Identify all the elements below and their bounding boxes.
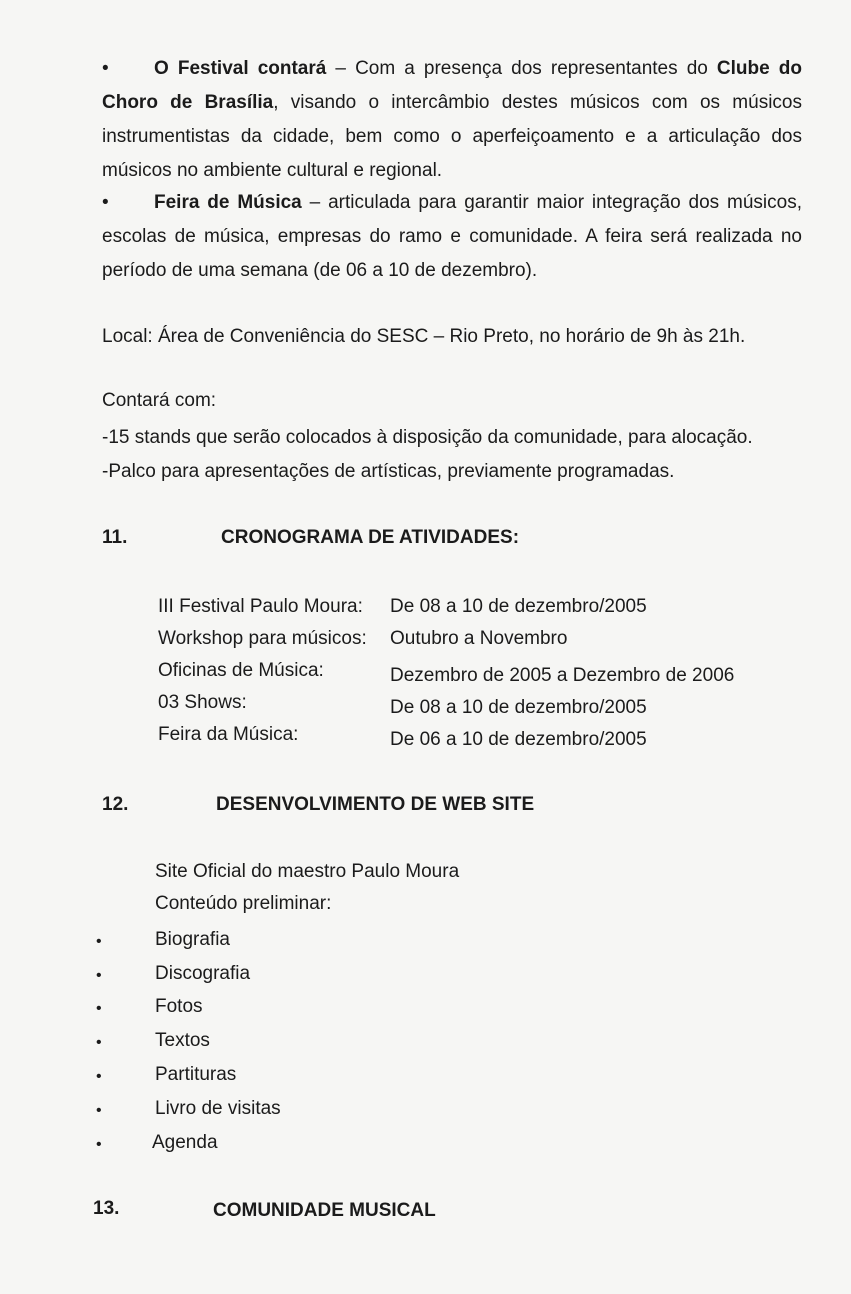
list-bullet: • <box>96 1068 102 1085</box>
schedule-value: De 06 a 10 de dezembro/2005 <box>390 729 647 750</box>
list-bullet: • <box>96 1034 102 1051</box>
schedule-label: Workshop para músicos: <box>158 628 367 649</box>
schedule-value: Dezembro de 2005 a Dezembro de 2006 <box>390 665 735 686</box>
section-11-number: 11. <box>102 527 128 548</box>
schedule-label: 03 Shows: <box>158 692 247 713</box>
section-12-number: 12. <box>102 794 129 815</box>
feira-bullet: • <box>102 192 109 213</box>
schedule-label: III Festival Paulo Moura: <box>158 596 363 617</box>
schedule-label: Oficinas de Música: <box>158 660 324 681</box>
section-13-number: 13. <box>93 1198 120 1219</box>
list-item: Biografia <box>155 929 230 950</box>
content-line: Conteúdo preliminar: <box>155 893 332 914</box>
contara-intro: Contará com: <box>102 390 217 411</box>
schedule-value: De 08 a 10 de dezembro/2005 <box>390 596 647 617</box>
section-13-title: COMUNIDADE MUSICAL <box>213 1200 436 1221</box>
list-bullet: • <box>96 1102 102 1119</box>
schedule-label: Feira da Música: <box>158 724 299 745</box>
list-item: Agenda <box>152 1132 218 1153</box>
schedule-value: Outubro a Novembro <box>390 628 568 649</box>
festival-club: Clube do Choro de Brasília <box>102 58 802 113</box>
feira-title: Feira de Música <box>154 192 302 213</box>
section-11-title: CRONOGRAMA DE ATIVIDADES: <box>221 527 520 548</box>
local-line: Local: Área de Conveniência do SESC – Rio Preto, no horário de 9h às 21h. <box>102 326 746 347</box>
schedule-value: De 08 a 10 de dezembro/2005 <box>390 697 647 718</box>
list-bullet: • <box>96 1136 102 1153</box>
list-bullet: • <box>96 967 102 984</box>
festival-title: O Festival contará <box>154 58 327 79</box>
list-bullet: • <box>96 933 102 950</box>
section-12-title: DESENVOLVIMENTO DE WEB SITE <box>216 794 535 815</box>
contara-item-2: -Palco para apresentações de artísticas, previamente programadas. <box>102 461 675 482</box>
festival-dash: – Com a presença dos representantes do <box>326 58 717 79</box>
list-item: Fotos <box>155 996 203 1017</box>
list-item: Discografia <box>155 963 251 984</box>
feira-paragraph <box>102 186 802 288</box>
feira-rest: – articulada para garantir maior integração dos músicos, escolas de música, empresas do ramo e comunidade. A feira será realizada no período de uma semana (de 06 a 10 de dezembro). <box>102 192 802 281</box>
list-item: Partituras <box>155 1064 237 1085</box>
festival-rest: , visando o intercâmbio destes músicos com os músicos instrumentistas da cidade, bem como o aperfeiçoamento e a articulação dos músicos no ambiente cultural e regional. <box>102 92 802 181</box>
site-line: Site Oficial do maestro Paulo Moura <box>155 861 460 882</box>
list-bullet: • <box>96 1000 102 1017</box>
list-item: Livro de visitas <box>155 1098 281 1119</box>
contara-item-1: -15 stands que serão colocados à disposição da comunidade, para alocação. <box>102 427 753 448</box>
festival-bullet: • <box>102 58 109 79</box>
festival-paragraph <box>102 52 802 188</box>
list-item: Textos <box>155 1030 210 1051</box>
